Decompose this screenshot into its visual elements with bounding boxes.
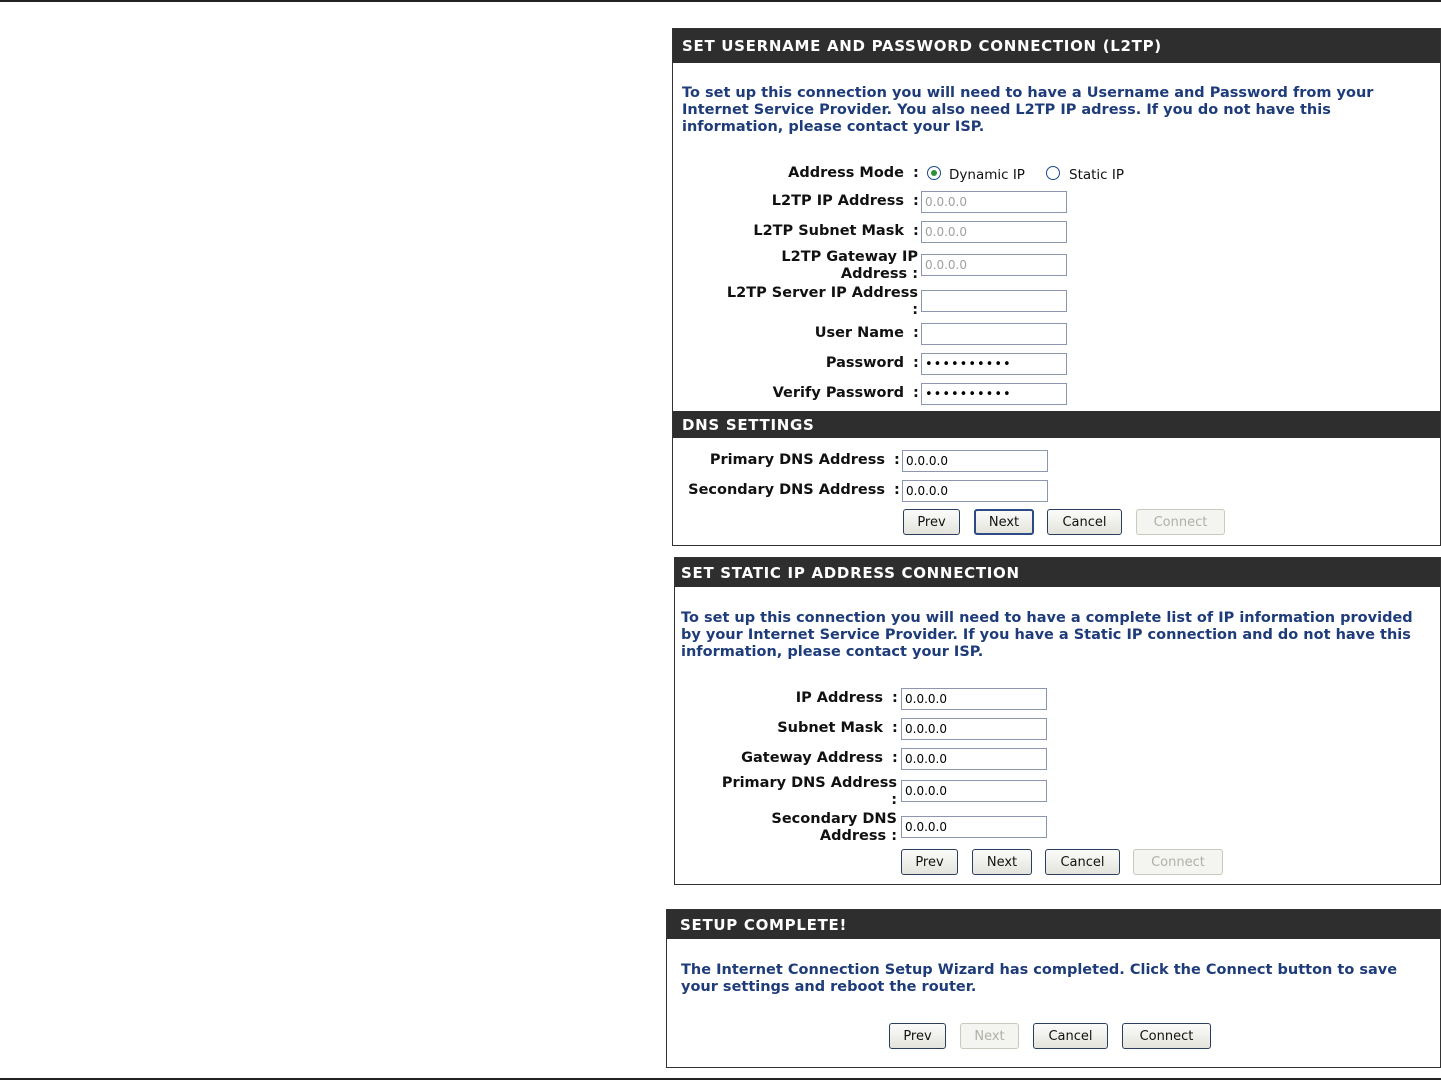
username-input[interactable]	[921, 323, 1067, 345]
l2tp-ip-address-label: L2TP IP Address	[771, 193, 904, 209]
dns-settings-title: DNS SETTINGS	[673, 411, 1440, 438]
colon: :	[912, 302, 918, 318]
username-label: User Name	[814, 325, 904, 341]
prev-button[interactable]: Prev	[889, 1023, 946, 1049]
gateway-address-label: Gateway Address	[741, 750, 883, 766]
ip-address-input[interactable]	[901, 688, 1047, 710]
dynamic-ip-label[interactable]: Dynamic IP	[949, 167, 1025, 183]
static-secondary-dns-label	[675, 811, 897, 845]
radio-selected-dot	[931, 170, 937, 176]
connect-button[interactable]: Connect	[1136, 509, 1225, 535]
password-label: Password	[825, 355, 904, 371]
static-secondary-dns-label-line1: Secondary DNS	[771, 811, 897, 827]
setup-complete-description: The Internet Connection Setup Wizard has completed. Click the Connect button to save your settings and reboot the router.	[681, 962, 1398, 995]
static-ip-label[interactable]: Static IP	[1069, 167, 1125, 183]
next-button[interactable]: Next	[960, 1023, 1019, 1049]
l2tp-ip-address-input[interactable]	[921, 191, 1067, 213]
static-ip-radio[interactable]	[1046, 166, 1060, 180]
colon: :	[913, 193, 919, 209]
static-secondary-dns-input[interactable]	[901, 816, 1047, 838]
verify-password-input[interactable]	[921, 383, 1067, 405]
connect-button[interactable]: Connect	[1133, 849, 1223, 875]
subnet-mask-input[interactable]	[901, 718, 1047, 740]
address-mode-label: Address Mode	[788, 165, 904, 181]
l2tp-gateway-label-line2: Address :	[840, 266, 918, 282]
gateway-address-input[interactable]	[901, 748, 1047, 770]
bottom-rule	[0, 1078, 1441, 1080]
colon: :	[894, 482, 900, 498]
l2tp-server-label	[673, 285, 918, 319]
static-primary-dns-label-text: Primary DNS Address	[721, 775, 897, 791]
colon: :	[913, 385, 919, 401]
l2tp-panel	[672, 28, 1441, 546]
next-button[interactable]: Next	[974, 509, 1034, 535]
dynamic-ip-radio[interactable]	[927, 166, 941, 180]
subnet-mask-label: Subnet Mask	[777, 720, 883, 736]
next-button[interactable]: Next	[972, 849, 1032, 875]
colon: :	[913, 223, 919, 239]
static-primary-dns-input[interactable]	[901, 780, 1047, 802]
verify-password-label: Verify Password	[772, 385, 904, 401]
primary-dns-input[interactable]	[902, 450, 1048, 472]
cancel-button[interactable]: Cancel	[1045, 849, 1120, 875]
prev-button[interactable]: Prev	[903, 509, 960, 535]
colon: :	[891, 792, 897, 808]
l2tp-subnet-mask-input[interactable]	[921, 221, 1067, 243]
l2tp-gateway-label-line1: L2TP Gateway IP	[781, 249, 918, 265]
static-primary-dns-label	[675, 775, 897, 809]
cancel-button[interactable]: Cancel	[1047, 509, 1122, 535]
password-input[interactable]	[921, 353, 1067, 375]
colon: :	[913, 165, 919, 181]
static-ip-panel	[674, 557, 1441, 885]
prev-button[interactable]: Prev	[901, 849, 958, 875]
cancel-button[interactable]: Cancel	[1033, 1023, 1108, 1049]
static-secondary-dns-label-line2: Address :	[819, 828, 897, 844]
static-ip-description: To set up this connection you will need to have a complete list of IP information provided by your Internet Service Provider. If you have a Static IP connection and do not have this information, please contact your ISP.	[681, 610, 1413, 660]
secondary-dns-label: Secondary DNS Address	[688, 482, 885, 498]
connect-button[interactable]: Connect	[1122, 1023, 1211, 1049]
colon: :	[913, 355, 919, 371]
l2tp-gateway-input[interactable]	[921, 254, 1067, 276]
l2tp-subnet-mask-label: L2TP Subnet Mask	[753, 223, 904, 239]
primary-dns-label: Primary DNS Address	[709, 452, 885, 468]
l2tp-panel-title: SET USERNAME AND PASSWORD CONNECTION (L2TP)	[673, 29, 1440, 63]
setup-complete-title: SETUP COMPLETE!	[667, 910, 1440, 939]
ip-address-label: IP Address	[795, 690, 883, 706]
colon: :	[892, 690, 898, 706]
setup-complete-panel	[666, 909, 1441, 1068]
secondary-dns-input[interactable]	[902, 480, 1048, 502]
top-rule	[0, 0, 1441, 2]
l2tp-description: To set up this connection you will need to have a Username and Password from your Internet Service Provider. You also need L2TP IP adress. If you do not have this information, please contact your ISP.	[682, 85, 1374, 135]
l2tp-server-label-text: L2TP Server IP Address	[726, 285, 918, 301]
colon: :	[913, 325, 919, 341]
colon: :	[892, 720, 898, 736]
colon: :	[892, 750, 898, 766]
l2tp-gateway-label	[673, 249, 918, 283]
l2tp-server-ip-input[interactable]	[921, 290, 1067, 312]
static-ip-panel-title: SET STATIC IP ADDRESS CONNECTION	[675, 558, 1440, 587]
colon: :	[894, 452, 900, 468]
